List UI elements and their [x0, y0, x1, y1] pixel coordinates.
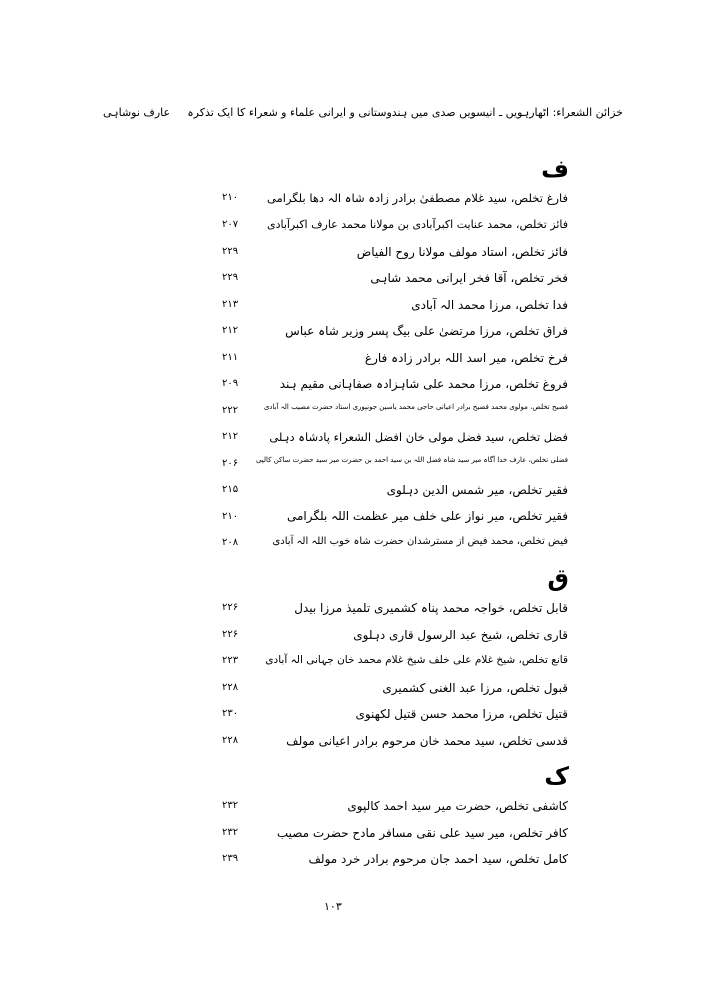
index-page-number: ۲۳۹	[222, 853, 239, 864]
index-entry: فضلی تخلص، عارف خدا آگاہ میر سید شاہ فضل اللہ بن سید احمد بن حضرت میر سید حضرت ساکن کالپی	[255, 456, 568, 464]
index-entry: فضل تخلص، سید فضل مولی خان افضل الشعراء پادشاہ دہلی	[269, 430, 568, 444]
index-page-number: ۲۳۲	[222, 827, 239, 838]
index-page-number: ۲۲۹	[222, 246, 239, 257]
index-page-number: ۲۲۸	[222, 682, 239, 693]
section-letter-kaf: ک	[544, 762, 569, 790]
index-entry: فقیر تخلص، میر نواز علی خلف میر عظمت اللہ بلگرامی	[286, 509, 568, 523]
index-page-number: ۲۱۵	[222, 484, 239, 495]
index-entry: فائز تخلص، محمد عنایت اکبرآبادی بن مولانا محمد عارف اکبرآبادی	[266, 218, 568, 231]
index-entry: فیض تخلص، محمد فیض از مسترشدان حضرت شاہ خوب اللہ الہ آبادی	[272, 536, 568, 547]
index-entry: فائز تخلص، استاد مولف مولانا روح الفیاض	[356, 245, 568, 259]
index-page-number: ۲۲۲	[222, 405, 239, 416]
index-entry: فراق تخلص، مرزا مرتضیٰ علی بیگ پسر وزیر شاہ عباس	[285, 324, 568, 338]
index-entry: قتیل تخلص، مرزا محمد حسن قتیل لکھنوی	[355, 707, 568, 721]
index-entry: قبول تخلص، مرزا عبد الغنی کشمیری	[382, 681, 568, 695]
section-letter-fa: ف	[541, 155, 569, 183]
index-entry: کافر تخلص، میر سید علی نقی مسافر مادح حضرت مصیب	[276, 826, 568, 840]
index-page-number: ۲۲۳	[222, 655, 239, 666]
index-entry: کاشفی تخلص، حضرت میر سید احمد کالپوی	[347, 799, 568, 813]
running-header-author: عارف نوشاہی	[103, 106, 171, 119]
index-page-number: ۲۲۸	[222, 735, 239, 746]
index-entry: کامل تخلص، سید احمد جان مرحوم برادر خرد مولف	[308, 852, 568, 866]
index-entry: فروغ تخلص، مرزا محمد علی شاہزادہ صفاہانی مقیم ہند	[279, 377, 568, 391]
index-entry: قانع تخلص، شیخ غلام علی خلف شیخ غلام محمد خان جہانی الہ آبادی	[265, 654, 568, 666]
index-entry: فخر تخلص، آقا فخر ایرانی محمد شاہی	[370, 271, 568, 285]
index-entry: قدسی تخلص، سید محمد خان مرحوم برادر اعیانی مولف	[286, 734, 568, 748]
index-entry: فقیر تخلص، میر شمس الدین دہلوی	[386, 483, 568, 497]
index-page-number: ۲۰۸	[222, 537, 239, 548]
index-page-number: ۲۱۳	[222, 299, 239, 310]
index-entry: قابل تخلص، خواجہ محمد پناہ کشمیری تلمیذ مرزا بیدل	[294, 601, 568, 615]
index-page-number: ۲۱۰	[222, 192, 239, 203]
index-page-number: ۲۲۹	[222, 272, 239, 283]
index-page-number: ۲۰۷	[222, 219, 239, 230]
index-page-number: ۲۲۶	[222, 602, 239, 613]
index-entry: قاری تخلص، شیخ عبد الرسول قاری دہلوی	[353, 628, 568, 642]
index-page-number: ۲۰۹	[222, 378, 239, 389]
page-footer-number: ۱۰۳	[324, 900, 342, 913]
index-page-number: ۲۱۲	[222, 325, 239, 336]
index-page-number: ۲۰۶	[222, 458, 239, 469]
index-page-number: ۲۲۶	[222, 629, 239, 640]
section-letter-qaf: ق	[547, 564, 569, 592]
index-page-number: ۲۳۲	[222, 800, 239, 811]
index-page-number: ۲۳۰	[222, 708, 239, 719]
index-entry: فارغ تخلص، سید غلام مصطفیٰ برادر زادہ شاہ الہ دھا بلگرامی	[267, 191, 568, 205]
index-page-number: ۲۱۲	[222, 431, 239, 442]
index-page-number: ۲۱۰	[222, 511, 239, 522]
index-entry: فدا تخلص، مرزا محمد الہ آبادی	[411, 298, 568, 312]
index-entry: فرخ تخلص، میر اسد اللہ برادر زادہ فارغ	[364, 351, 568, 365]
running-header-title: خزائن الشعراء: اٹھارہویں ـ انیسویں صدی میں ہندوستانی و ایرانی علماء و شعراء کا ایک تذکرہ	[187, 106, 623, 119]
index-page-number: ۲۱۱	[222, 352, 239, 363]
index-entry: فصیح تخلص، مولوی محمد فصیح برادر اعیانی حاجی محمد یاسین جونپوری استاد حضرت مصیب الہ آبادی	[263, 403, 568, 411]
